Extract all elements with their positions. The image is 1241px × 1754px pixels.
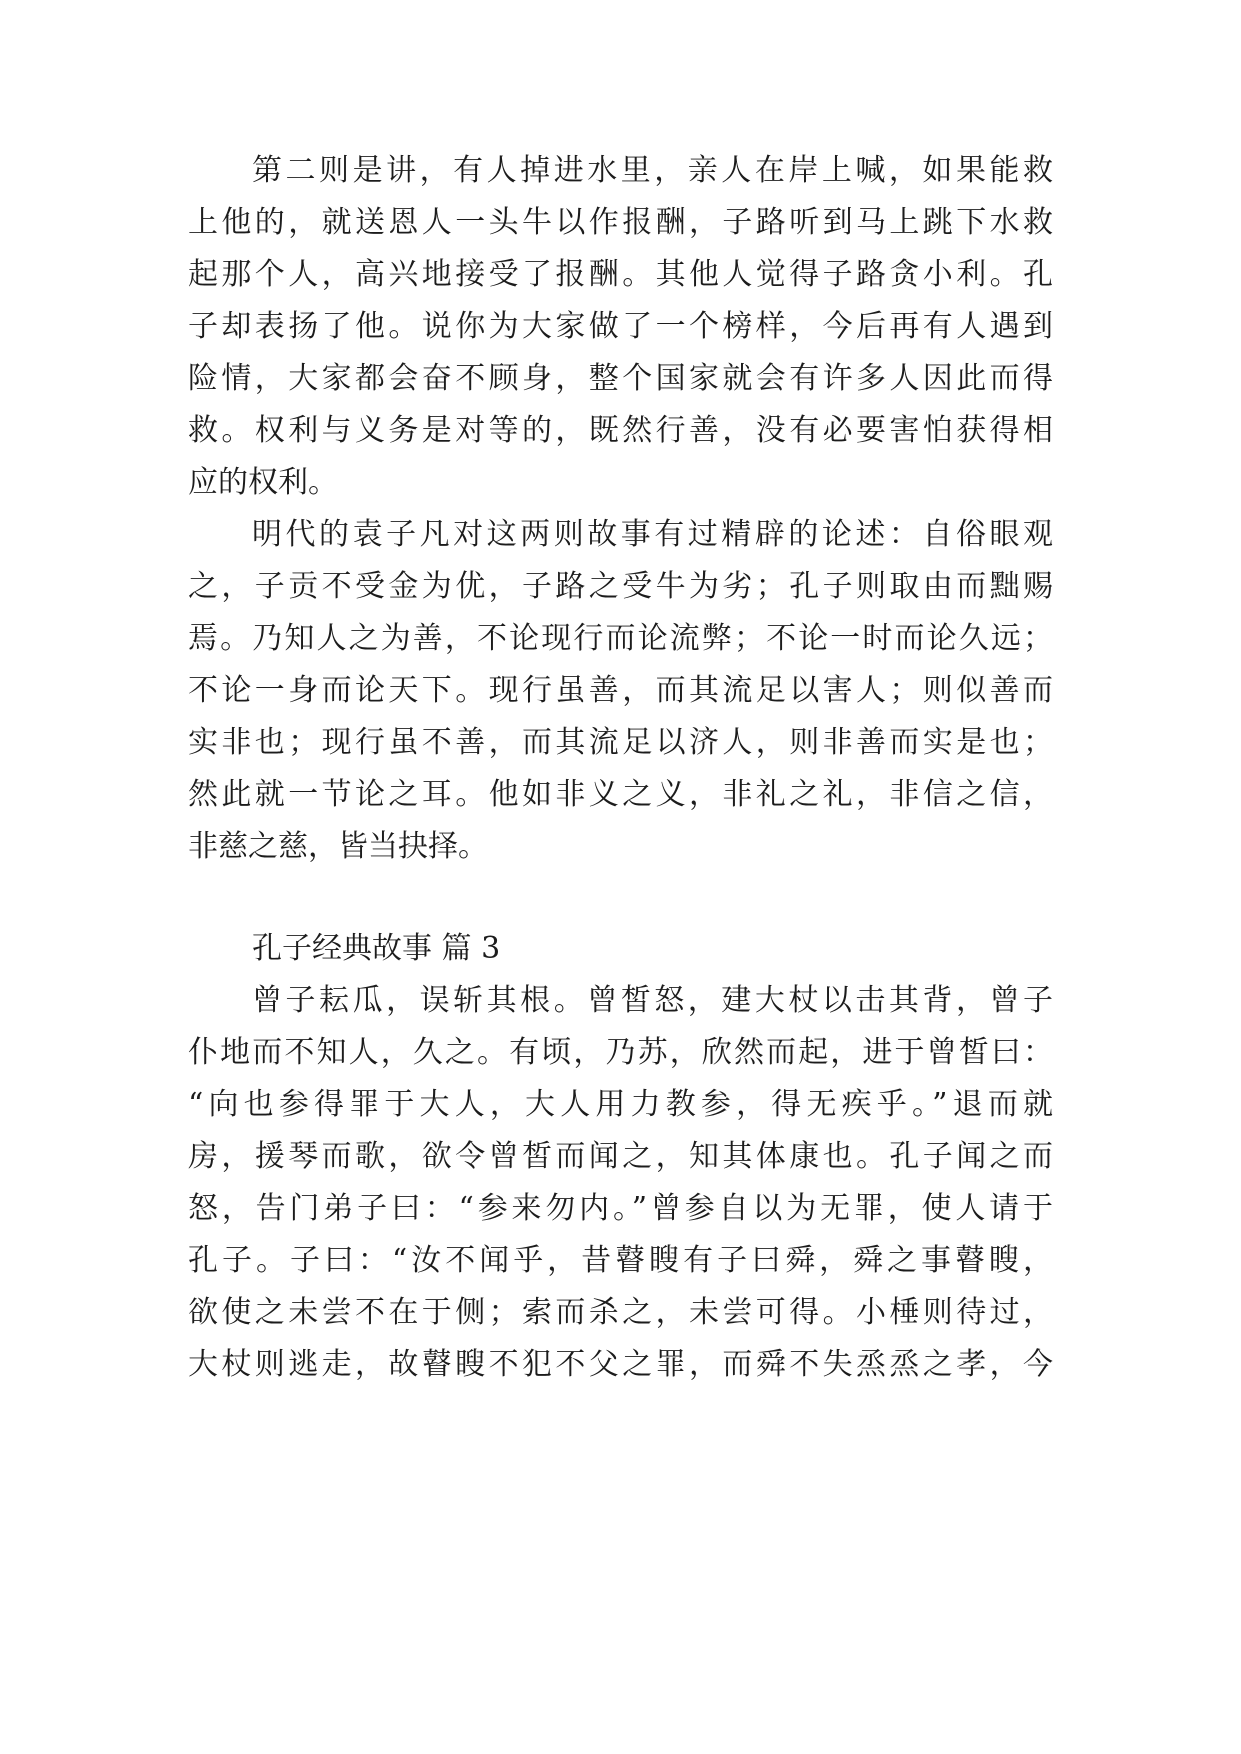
paragraph-3-line-5: 实非也；现行虽不善，而其流足以济人，则非善而实是也； [188,725,1053,760]
paragraph-3-line-7: 非慈之慈，皆当抉择。 [188,829,488,864]
paragraph-4-line-1: 曾子耘瓜，误斩其根。曾皙怒，建大杖以击其背，曾子 [252,983,1053,1018]
paragraph-4-line-6: 孔子。子曰：“汝不闻乎，昔瞽瞍有子曰舜，舜之事瞽瞍， [188,1243,1053,1278]
paragraph-2-line-2: 上他的，就送恩人一头牛以作报酬，子路听到马上跳下水救 [188,205,1053,240]
paragraph-4-line-7: 欲使之未尝不在于侧；索而杀之，未尝可得。小棰则待过， [188,1295,1053,1330]
paragraph-3-line-6: 然此就一节论之耳。他如非义之义，非礼之礼，非信之信， [188,777,1053,812]
paragraph-3-line-2: 之，子贡不受金为优，子路之受牛为劣；孔子则取由而黜赐 [188,569,1053,604]
paragraph-2-line-1: 第二则是讲，有人掉进水里，亲人在岸上喊，如果能救 [252,153,1053,188]
paragraph-2-line-3: 起那个人，高兴地接受了报酬。其他人觉得子路贪小利。孔 [188,257,1053,292]
paragraph-3-line-3: 焉。乃知人之为善，不论现行而论流弊；不论一时而论久远； [188,621,1053,656]
paragraph-4-line-3: “向也参得罪于大人，大人用力教参，得无疾乎。”退而就 [188,1087,1053,1122]
paragraph-4-line-2: 仆地而不知人，久之。有顷，乃苏，欣然而起，进于曾皙曰： [188,1035,1053,1070]
paragraph-2-line-6: 救。权利与义务是对等的，既然行善，没有必要害怕获得相 [188,413,1053,448]
paragraph-4-line-4: 房，援琴而歌，欲令曾皙而闻之，知其体康也。孔子闻之而 [188,1139,1053,1174]
paragraph-2-line-7: 应的权利。 [188,465,338,500]
paragraph-2-line-4: 子却表扬了他。说你为大家做了一个榜样，今后再有人遇到 [188,309,1053,344]
paragraph-4-line-5: 怒，告门弟子曰：“参来勿内。”曾参自以为无罪，使人请于 [188,1191,1053,1226]
paragraph-3-line-4: 不论一身而论天下。现行虽善，而其流足以害人；则似善而 [188,673,1053,708]
paragraph-3-line-1: 明代的袁子凡对这两则故事有过精辟的论述：自俗眼观 [252,517,1053,552]
section-heading: 孔子经典故事 篇 3 [252,931,501,966]
paragraph-2-line-5: 险情，大家都会奋不顾身，整个国家就会有许多人因此而得 [188,361,1053,396]
paragraph-4-line-8: 大杖则逃走，故瞽瞍不犯不父之罪，而舜不失烝烝之孝，今 [188,1347,1053,1382]
